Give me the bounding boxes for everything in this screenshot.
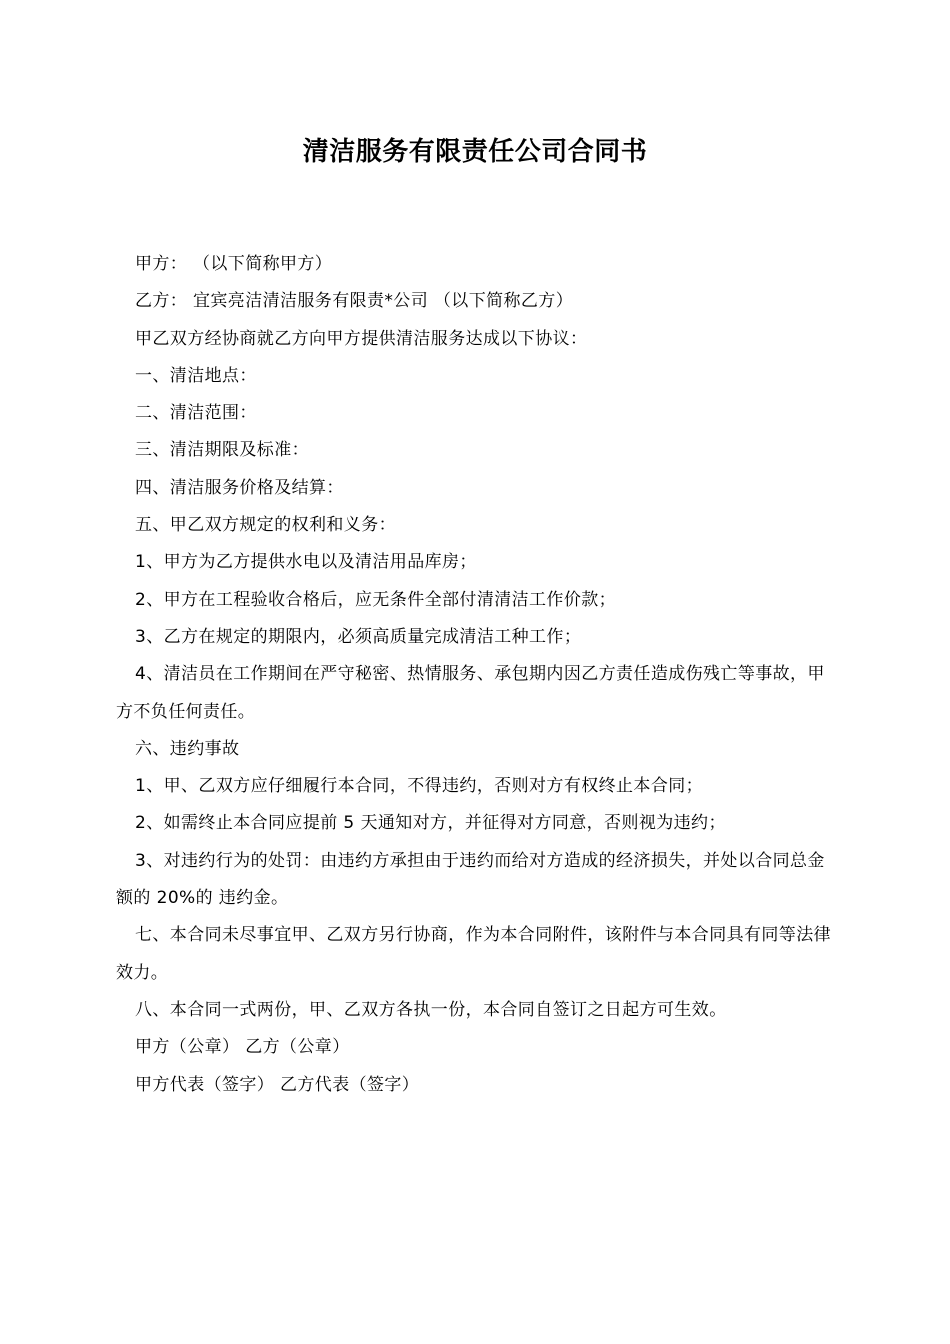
section-8-copies: 八、本合同一式两份，甲、乙双方各执一份，本合同自签订之日起方可生效。 xyxy=(135,999,727,1020)
section-breach: 六、违约事故 xyxy=(135,738,240,759)
party-a-line: 甲方： （以下简称甲方） xyxy=(135,254,333,274)
document-body xyxy=(116,246,840,1104)
agreement-intro: 甲乙双方经协商就乙方向甲方提供清洁服务达成以下协议： xyxy=(135,328,588,349)
section-cleaning-scope: 二、清洁范围： xyxy=(135,403,257,424)
section-price-and-settlement: 四、清洁服务价格及结算： xyxy=(135,477,344,498)
document-title: 清洁服务有限责任公司合同书 xyxy=(302,137,648,167)
section-cleaning-location: 一、清洁地点： xyxy=(135,365,257,386)
party-b-line: 乙方： 宜宾亮洁清洁服务有限责*公司 （以下简称乙方） xyxy=(135,291,574,312)
clause-6-3: 3、对违约行为的处罚：由违约方承担由于违约而给对方造成的经济损失，并处以合同总金额的 20%的 违约金。 xyxy=(116,850,825,909)
clause-5-2: 2、甲方在工程验收合格后，应无条件全部付清清洁工作价款； xyxy=(135,589,617,610)
clause-5-1: 1、甲方为乙方提供水电以及清洁用品库房； xyxy=(135,552,477,573)
seal-line: 甲方（公章） 乙方（公章） xyxy=(135,1037,350,1058)
section-7-matters: 七、本合同未尽事宜甲、乙双方另行协商，作为本合同附件，该附件与本合同具有同等法律效力。 xyxy=(116,925,831,983)
section-term-and-standard: 三、清洁期限及标准： xyxy=(135,440,309,461)
clause-5-4: 4、清洁员在工作期间在严守秘密、热情服务、承包期内因乙方责任造成伤残亡等事故，甲方不负任何责任。 xyxy=(116,664,825,722)
clause-6-1: 1、甲、乙双方应仔细履行本合同，不得违约，否则对方有权终止本合同； xyxy=(135,776,704,797)
clause-5-3: 3、乙方在规定的期限内，必须高质量完成清洁工种工作； xyxy=(135,626,582,647)
clause-6-2: 2、如需终止本合同应提前 5 天通知对方，并征得对方同意，否则视为违约； xyxy=(135,813,726,834)
section-rights-and-obligations: 五、甲乙双方规定的权利和义务： xyxy=(135,515,396,536)
signature-line: 甲方代表（签字） 乙方代表（签字） xyxy=(135,1074,420,1095)
